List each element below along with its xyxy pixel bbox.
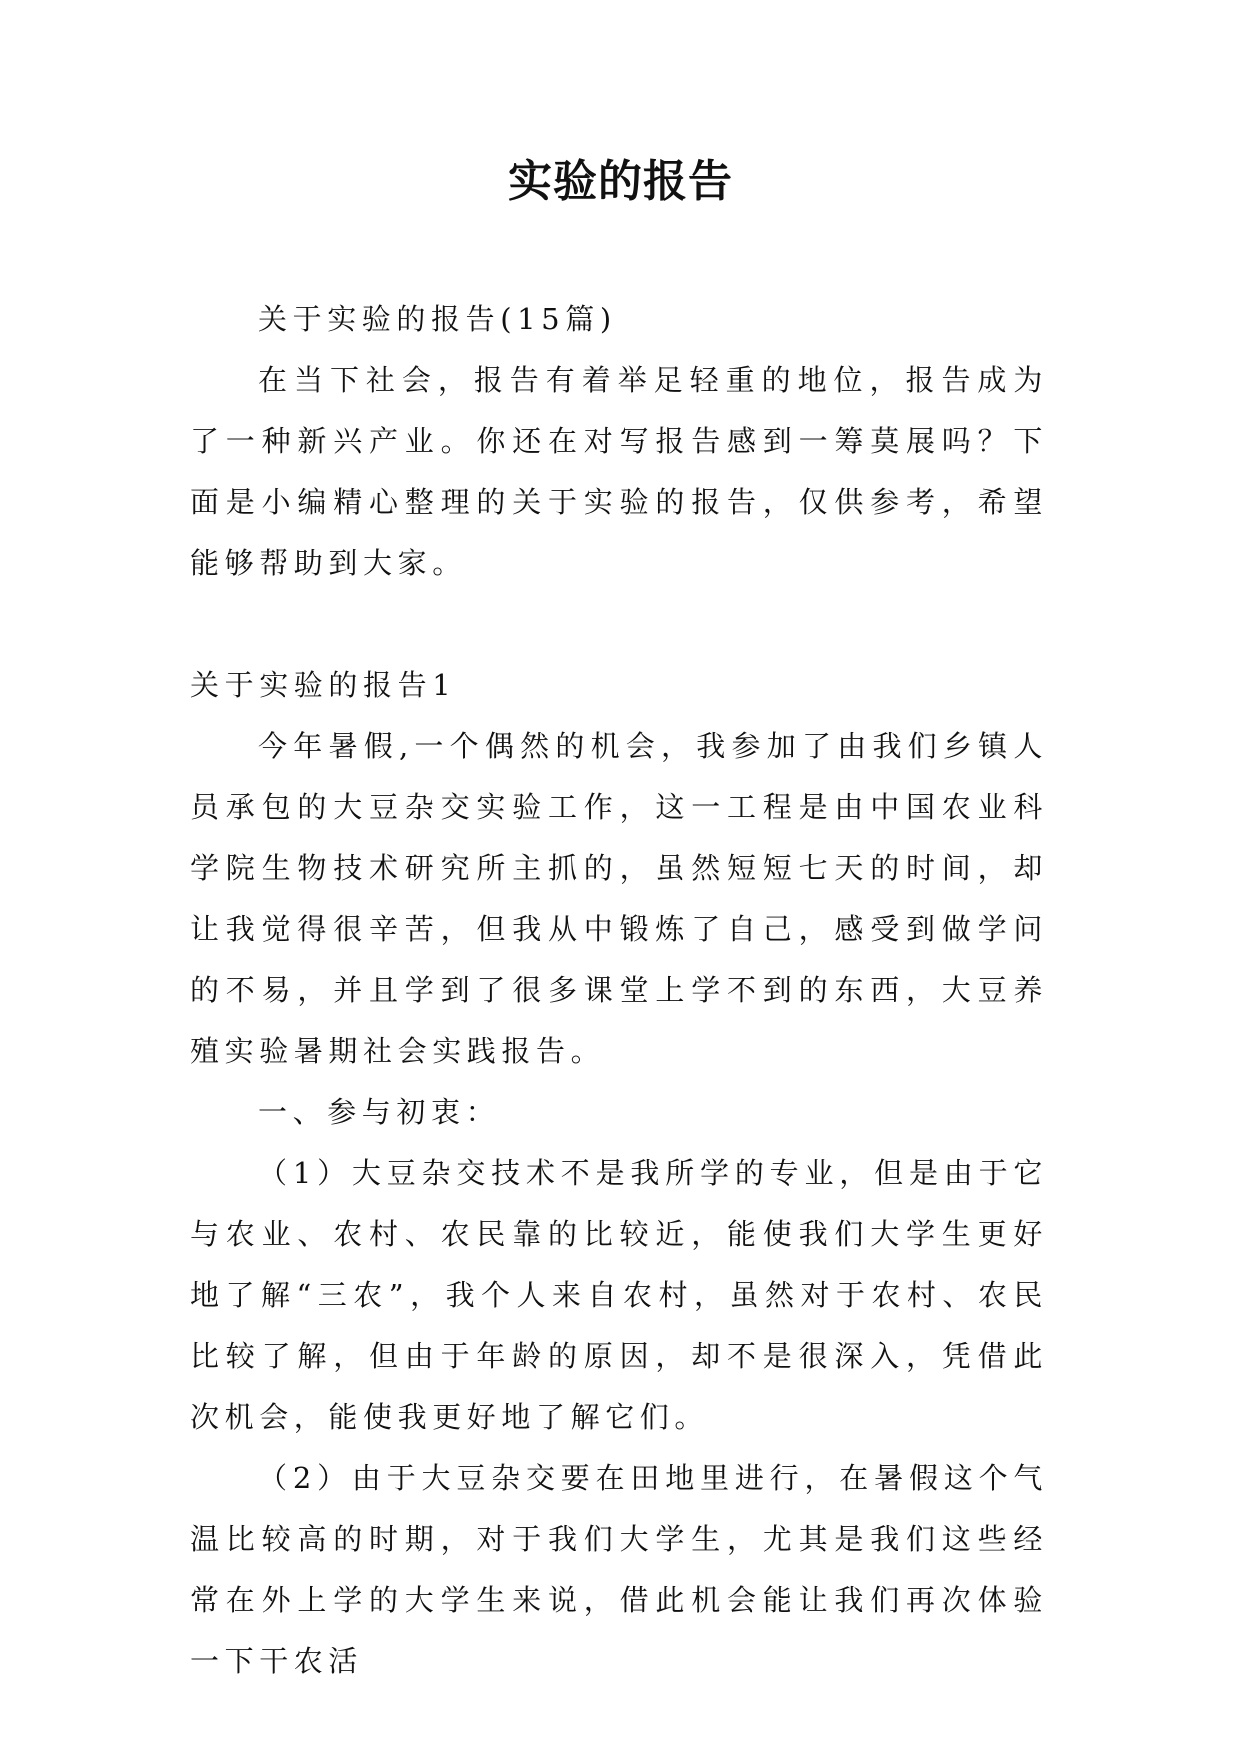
section-1-paragraph-1: 今年暑假,一个偶然的机会，我参加了由我们乡镇人员承包的大豆杂交实验工作，这一工程是由中国农业科学院生物技术研究所主抓的，虽然短短七天的时间，却让我觉得很辛苦，但我从中锻炼了自己，感受到做学问的不易，并且学到了很多课堂上学不到的东西，大豆养殖实验暑期社会实践报告。: [190, 729, 1048, 1068]
document-title: 实验的报告: [508, 156, 733, 207]
section-1-heading: 关于实验的报告1: [190, 668, 457, 702]
section-1-item-1: （1）大豆杂交技术不是我所学的专业，但是由于它与农业、农村、农民靠的比较近，能使我们大学生更好地了解“三农”，我个人来自农村，虽然对于农村、农民比较了解，但由于年龄的原因，却不是很深入，凭借此次机会，能使我更好地了解它们。: [190, 1156, 1048, 1434]
section-spacer: [190, 594, 1048, 655]
section-1-subheading: 一、参与初衷：: [258, 1095, 501, 1129]
intro-paragraph: 在当下社会，报告有着举足轻重的地位，报告成为了一种新兴产业。你还在对写报告感到一筹莫展吗？下面是小编精心整理的关于实验的报告，仅供参考，希望能够帮助到大家。: [190, 363, 1048, 580]
section-1-item-2: （2）由于大豆杂交要在田地里进行，在暑假这个气温比较高的时期，对于我们大学生，尤其是我们这些经常在外上学的大学生来说，借此机会能让我们再次体验一下干农活: [190, 1461, 1048, 1678]
document-body: [190, 289, 1048, 1692]
intro-heading: 关于实验的报告(15篇): [258, 302, 617, 336]
